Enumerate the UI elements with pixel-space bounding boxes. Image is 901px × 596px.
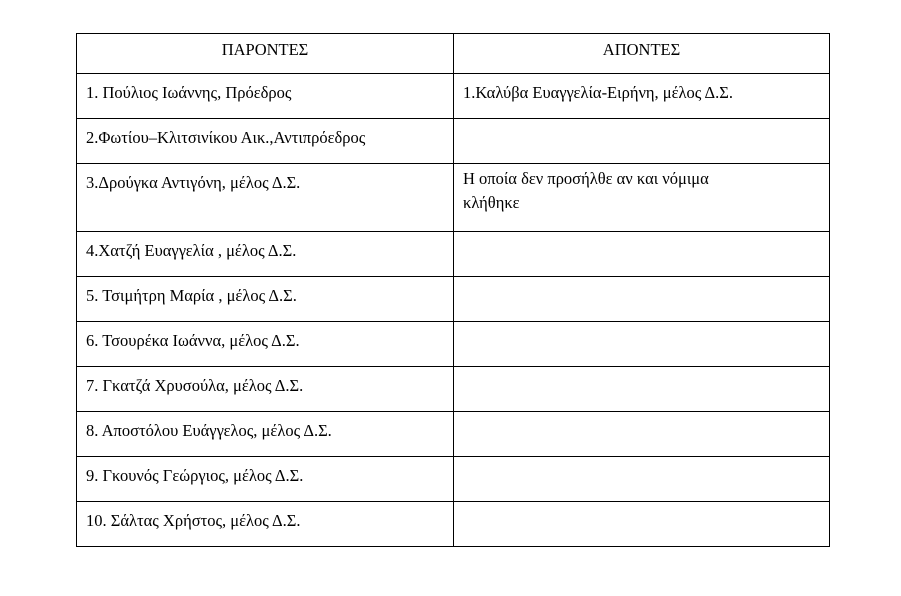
absent-cell	[454, 457, 830, 502]
absent-cell	[454, 119, 830, 164]
present-cell: 2.Φωτίου–Κλιτσινίκου Αικ.,Αντιπρόεδρος	[77, 119, 454, 164]
table-row	[77, 412, 830, 457]
table-row	[77, 502, 830, 547]
header-present: ΠΑΡΟΝΤΕΣ	[77, 34, 454, 74]
present-cell: 4.Χατζή Ευαγγελία , μέλος Δ.Σ.	[77, 232, 454, 277]
present-cell: 1. Πούλιος Ιωάννης, Πρόεδρος	[77, 74, 454, 119]
absent-cell	[454, 232, 830, 277]
header-absent: ΑΠΟΝΤΕΣ	[454, 34, 830, 74]
attendance-table	[76, 33, 830, 547]
absent-cell	[454, 412, 830, 457]
present-cell: 8. Αποστόλου Ευάγγελος, μέλος Δ.Σ.	[77, 412, 454, 457]
present-cell: 9. Γκουνός Γεώργιος, μέλος Δ.Σ.	[77, 457, 454, 502]
table-row	[77, 232, 830, 277]
absent-cell: Η οποία δεν προσήλθε αν και νόμιμα κλήθηκε	[454, 164, 830, 232]
table-row	[77, 277, 830, 322]
absent-cell	[454, 502, 830, 547]
present-cell: 3.Δρούγκα Αντιγόνη, μέλος Δ.Σ.	[77, 164, 454, 232]
table-row	[77, 119, 830, 164]
absent-cell	[454, 277, 830, 322]
present-cell: 7. Γκατζά Χρυσούλα, μέλος Δ.Σ.	[77, 367, 454, 412]
absent-cell	[454, 322, 830, 367]
table-row	[77, 322, 830, 367]
table-row	[77, 164, 830, 232]
present-cell: 6. Τσουρέκα Ιωάννα, μέλος Δ.Σ.	[77, 322, 454, 367]
table-row	[77, 367, 830, 412]
present-cell: 5. Τσιμήτρη Μαρία , μέλος Δ.Σ.	[77, 277, 454, 322]
table-header-row	[77, 34, 830, 74]
table-row	[77, 74, 830, 119]
present-cell: 10. Σάλτας Χρήστος, μέλος Δ.Σ.	[77, 502, 454, 547]
absent-cell	[454, 367, 830, 412]
table-row	[77, 457, 830, 502]
absent-cell: 1.Καλύβα Ευαγγελία-Ειρήνη, μέλος Δ.Σ.	[454, 74, 830, 119]
